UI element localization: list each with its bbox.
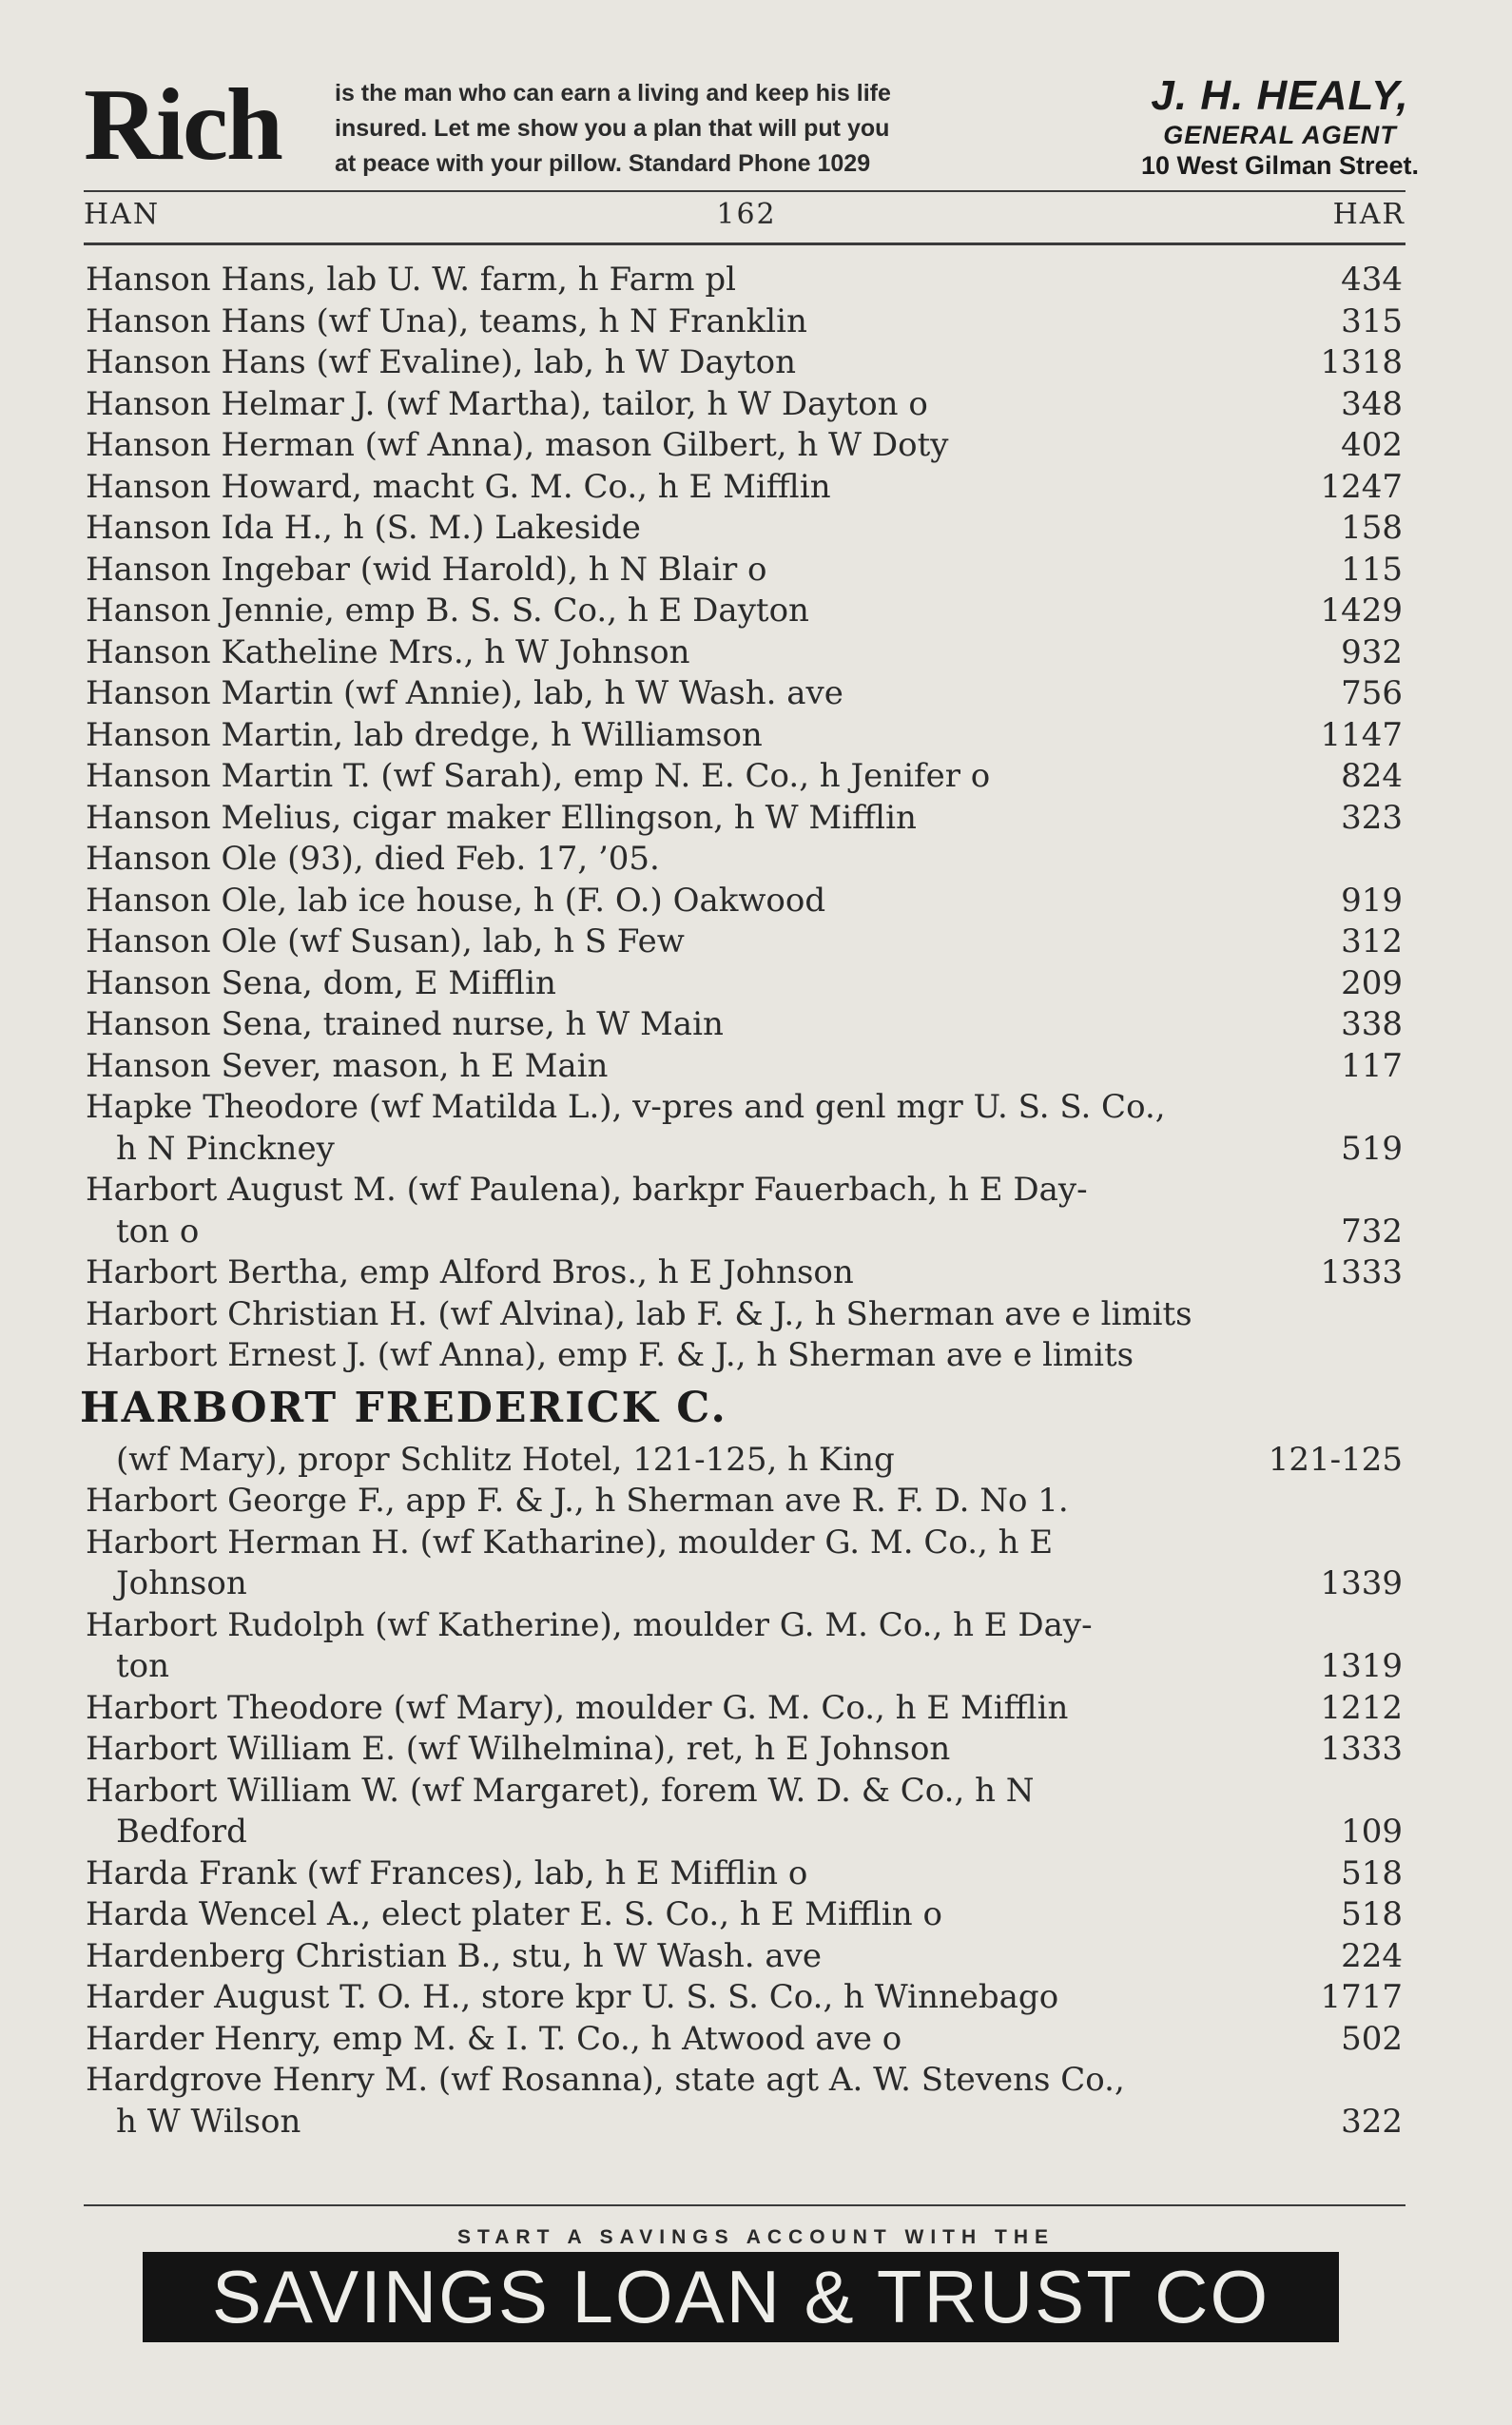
entry-number: 1333: [1320, 1730, 1403, 1768]
ad-copy-line: at peace with your pillow. Standard Phone 1029: [335, 150, 871, 177]
header-bottom-rule: [84, 242, 1405, 245]
footer-tagline: START A SAVINGS ACCOUNT WITH THE: [456, 2226, 1056, 2248]
directory-entry: [0, 632, 1512, 674]
entry-text: Hanson Hans, lab U. W. farm, h Farm pl: [86, 261, 736, 299]
entry-text: HARBORT FREDERICK C.: [80, 1383, 727, 1432]
entry-number: 824: [1341, 757, 1403, 795]
directory-entry: [0, 1129, 1512, 1171]
directory-entry: [0, 260, 1512, 301]
entry-number: 1339: [1320, 1564, 1403, 1602]
agent-address: 10 West Gilman Street.: [1140, 151, 1420, 180]
entry-text: Harbort George F., app F. & J., h Sherman ave R. F. D. No 1.: [86, 1482, 1069, 1520]
entry-number: 338: [1341, 1005, 1403, 1043]
entry-number: 518: [1341, 1895, 1403, 1933]
entry-number: 121-125: [1268, 1440, 1403, 1479]
ad-copy-line: is the man who can earn a living and keep his life: [335, 80, 891, 107]
entry-number: 312: [1341, 922, 1403, 960]
entry-text: Hanson Jennie, emp B. S. S. Co., h E Dayton: [86, 592, 809, 630]
running-header-left: HAN: [84, 198, 161, 231]
footer-bank-banner: SAVINGS LOAN & TRUST CO: [143, 2252, 1339, 2342]
entry-text: Hanson Martin, lab dredge, h Williamson: [86, 715, 763, 754]
directory-entry: [0, 1440, 1512, 1482]
entry-number: 519: [1341, 1129, 1403, 1168]
entry-number: 1429: [1320, 592, 1403, 630]
ad-rich-word: Rich: [84, 68, 281, 182]
directory-entry: [0, 963, 1512, 1005]
entry-text: Harbort Christian H. (wf Alvina), lab F. & J., h Sherman ave e limits: [86, 1294, 1192, 1333]
entry-number: 115: [1341, 550, 1403, 589]
directory-entry: [0, 1481, 1512, 1523]
entry-text: Hanson Martin (wf Annie), lab, h W Wash. ave: [86, 674, 843, 712]
directory-entry: [0, 1605, 1512, 1647]
entry-heading: [0, 1377, 1512, 1440]
directory-entry: [0, 1936, 1512, 1978]
entry-text: Hanson Hans (wf Evaline), lab, h W Dayton: [86, 343, 796, 381]
entry-number: 1212: [1320, 1688, 1403, 1727]
directory-entry: [0, 1087, 1512, 1129]
entry-text: Hardgrove Henry M. (wf Rosanna), state agt A. W. Stevens Co.,: [86, 2061, 1125, 2099]
insurance-advertisement: [84, 68, 1420, 183]
directory-entry: [0, 550, 1512, 592]
entry-number: 1147: [1320, 715, 1403, 754]
entry-number: 1717: [1320, 1978, 1403, 2016]
entry-text: Hanson Hans (wf Una), teams, h N Franklin: [86, 301, 807, 340]
entry-text: Hanson Helmar J. (wf Martha), tailor, h W Dayton o: [86, 384, 928, 423]
directory-entry: [0, 1894, 1512, 1936]
entry-text: Hanson Ole (93), died Feb. 17, ’05.: [86, 840, 660, 878]
entry-number: 1319: [1320, 1647, 1403, 1685]
entry-number: 919: [1341, 881, 1403, 920]
entry-text: Hanson Sena, dom, E Mifflin: [86, 963, 556, 1002]
directory-entry: [0, 1523, 1512, 1564]
entry-number: 402: [1341, 426, 1403, 464]
header-top-rule: [84, 190, 1405, 192]
page-number: 162: [716, 198, 777, 231]
directory-entry: [0, 425, 1512, 467]
entry-text: ton o: [116, 1212, 200, 1251]
entry-text: (wf Mary), propr Schlitz Hotel, 121-125, h King: [116, 1440, 895, 1479]
entry-number: 315: [1341, 301, 1403, 340]
entry-text: Hapke Theodore (wf Matilda L.), v-pres and genl mgr U. S. S. Co.,: [86, 1088, 1166, 1126]
directory-entry: [0, 2102, 1512, 2144]
directory-entry: [0, 1977, 1512, 2019]
entry-number: 158: [1341, 509, 1403, 547]
entry-number: 518: [1341, 1853, 1403, 1892]
entry-number: 732: [1341, 1212, 1403, 1251]
entry-number: 224: [1341, 1936, 1403, 1975]
entry-text: Harda Wencel A., elect plater E. S. Co., h E Mifflin o: [86, 1895, 942, 1933]
entry-text: Harbort William E. (wf Wilhelmina), ret, h E Johnson: [86, 1730, 951, 1768]
directory-entry: [0, 1170, 1512, 1212]
running-header-right: HAR: [1332, 198, 1405, 231]
entry-number: 756: [1341, 674, 1403, 712]
entry-text: Hanson Ingebar (wid Harold), h N Blair o: [86, 550, 767, 589]
entry-text: Hanson Herman (wf Anna), mason Gilbert, h W Doty: [86, 426, 949, 464]
entry-text: Harbort August M. (wf Paulena), barkpr Fauerbach, h E Day-: [86, 1171, 1088, 1209]
agent-name: J. H. HEALY,: [1151, 72, 1409, 119]
entry-text: Hanson Ole, lab ice house, h (F. O.) Oakwood: [86, 881, 826, 920]
entry-text: Hanson Ole (wf Susan), lab, h S Few: [86, 922, 685, 960]
entry-text: Harda Frank (wf Frances), lab, h E Mifflin o: [86, 1853, 808, 1892]
directory-entry: [0, 673, 1512, 715]
entry-number: 323: [1341, 798, 1403, 837]
directory-entry: [0, 1252, 1512, 1294]
entry-text: Hanson Sever, mason, h E Main: [86, 1046, 609, 1085]
entry-text: Hanson Martin T. (wf Sarah), emp N. E. Co., h Jenifer o: [86, 757, 991, 795]
directory-entry: [0, 1335, 1512, 1377]
ad-copy: [335, 76, 1124, 182]
directory-entry: [0, 1729, 1512, 1771]
directory-entry: [0, 798, 1512, 840]
entry-number: 117: [1341, 1046, 1403, 1085]
directory-entry: [0, 591, 1512, 632]
agent-title: GENERAL AGENT: [1163, 121, 1397, 149]
directory-entry: [0, 1046, 1512, 1088]
entry-text: Hanson Howard, macht G. M. Co., h E Mifflin: [86, 467, 831, 506]
directory-entry: [0, 342, 1512, 384]
entry-number: 1247: [1320, 467, 1403, 506]
entry-text: ton: [116, 1647, 170, 1685]
entry-text: Hanson Katheline Mrs., h W Johnson: [86, 632, 690, 671]
entry-text: Hardenberg Christian B., stu, h W Wash. ave: [86, 1936, 822, 1975]
directory-entry: [0, 1853, 1512, 1895]
directory-entry: [0, 1771, 1512, 1813]
entry-number: 348: [1341, 384, 1403, 423]
entry-number: 1333: [1320, 1253, 1403, 1291]
ad-agent-block: [1071, 72, 1489, 181]
directory-entry: [0, 1688, 1512, 1730]
entry-text: Harbort Ernest J. (wf Anna), emp F. & J., h Sherman ave e limits: [86, 1336, 1134, 1374]
entry-text: Harder Henry, emp M. & I. T. Co., h Atwood ave o: [86, 2019, 902, 2058]
directory-listing: [0, 260, 1512, 2143]
directory-entry: [0, 2060, 1512, 2102]
directory-entry: [0, 922, 1512, 963]
directory-entry: [0, 839, 1512, 881]
directory-entry: [0, 2019, 1512, 2061]
entry-text: Johnson: [116, 1564, 247, 1602]
entry-number: 322: [1341, 2102, 1403, 2141]
directory-entry: [0, 1563, 1512, 1605]
entry-text: Harbort Rudolph (wf Katherine), moulder G. M. Co., h E Day-: [86, 1605, 1093, 1644]
directory-entry: [0, 715, 1512, 757]
entry-number: 434: [1341, 261, 1403, 299]
directory-entry: [0, 1646, 1512, 1688]
entry-text: Harder August T. O. H., store kpr U. S. S. Co., h Winnebago: [86, 1978, 1059, 2016]
entry-number: 209: [1341, 963, 1403, 1002]
entry-number: 932: [1341, 632, 1403, 671]
ad-copy-line: insured. Let me show you a plan that will put you: [335, 115, 890, 142]
directory-entry: [0, 756, 1512, 798]
entry-number: 502: [1341, 2019, 1403, 2058]
entry-text: h W Wilson: [116, 2102, 301, 2141]
entry-text: Hanson Melius, cigar maker Ellingson, h W Mifflin: [86, 798, 917, 837]
entry-text: Harbort Bertha, emp Alford Bros., h E Johnson: [86, 1253, 854, 1291]
entry-number: 109: [1341, 1813, 1403, 1851]
entry-text: Harbort William W. (wf Margaret), forem W. D. & Co., h N: [86, 1771, 1035, 1810]
footer-rule: [84, 2204, 1405, 2206]
entry-number: 1318: [1320, 343, 1403, 381]
entry-text: Harbort Theodore (wf Mary), moulder G. M. Co., h E Mifflin: [86, 1688, 1069, 1727]
directory-entry: [0, 301, 1512, 343]
entry-text: Bedford: [116, 1813, 247, 1851]
directory-entry: [0, 1004, 1512, 1046]
directory-entry: [0, 881, 1512, 922]
directory-entry: [0, 508, 1512, 550]
directory-entry: [0, 384, 1512, 426]
directory-entry: [0, 1812, 1512, 1853]
entry-text: Harbort Herman H. (wf Katharine), moulder G. M. Co., h E: [86, 1523, 1054, 1562]
directory-entry: [0, 467, 1512, 509]
entry-text: h N Pinckney: [116, 1129, 335, 1168]
directory-entry: [0, 1294, 1512, 1336]
entry-text: Hanson Sena, trained nurse, h W Main: [86, 1005, 724, 1043]
entry-text: Hanson Ida H., h (S. M.) Lakeside: [86, 509, 641, 547]
directory-entry: [0, 1212, 1512, 1253]
